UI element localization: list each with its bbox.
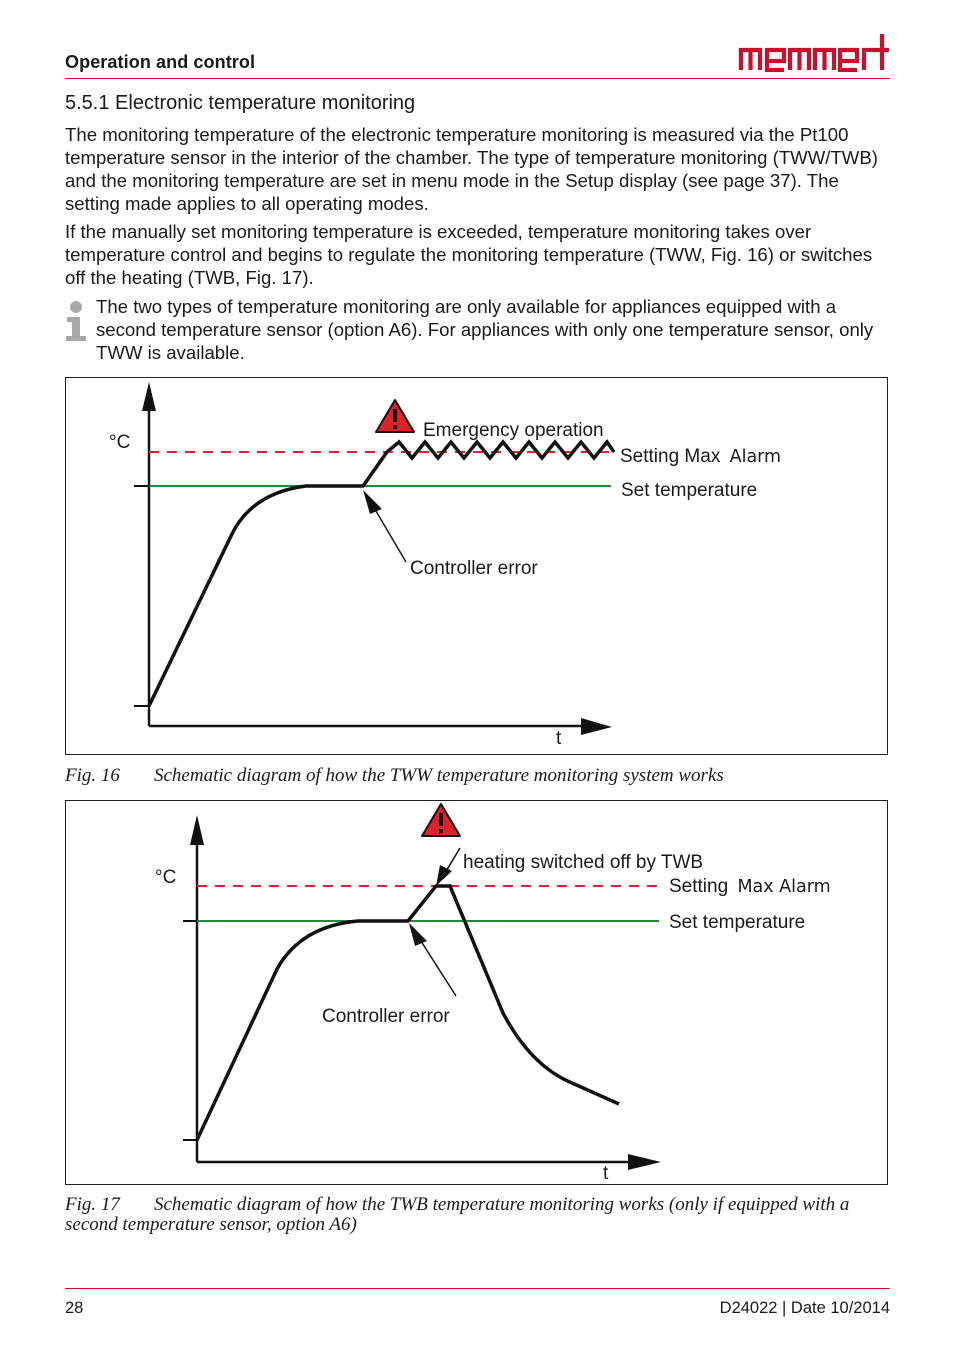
controller-error-arrow-icon [409, 923, 427, 946]
subsection-heading: 5.5.1 Electronic temperature monitoring [65, 92, 416, 114]
figure-17-number: Fig. 17 [65, 1194, 120, 1215]
controller-error-label: Controller error [410, 558, 538, 579]
controller-error-arrow-icon [363, 490, 382, 514]
memmert-logo [738, 30, 890, 72]
figure-17-caption-text: Schematic diagram of how the TWB temperature monitoring works (only if equipped with a second temperature sensor, option A6) [65, 1194, 850, 1235]
x-axis-arrow-icon [628, 1154, 661, 1170]
figure-17-diagram [66, 801, 889, 1186]
heating-off-arrow-icon [436, 865, 452, 886]
info-note: The two types of temperature monitoring are only available for appliances equipped with a second temperature sensor (option A6). For appliances with only one temperature sensor, only TWW is available. [96, 296, 874, 363]
x-axis-label: t [603, 1163, 609, 1184]
y-axis-arrow-icon [190, 815, 204, 845]
emergency-operation-label: Emergency operation [423, 420, 604, 441]
figure-17-caption [65, 1195, 895, 1235]
heating-switched-off-label: heating switched off by TWB [463, 852, 704, 873]
info-icon [64, 300, 89, 342]
warning-icon [376, 400, 414, 432]
header-rule [65, 78, 890, 79]
temperature-curve [149, 442, 614, 706]
page-number: 28 [65, 1299, 84, 1317]
figure-16-caption [65, 766, 895, 786]
setting-max-label: Setting Max Alarm [669, 876, 831, 897]
figure-16-number: Fig. 16 [65, 765, 120, 786]
set-temperature-label: Set temperature [621, 480, 758, 501]
x-axis-arrow-icon [581, 718, 612, 735]
controller-error-label: Controller error [322, 1006, 450, 1027]
setting-max-label: Setting Max Alarm [620, 446, 782, 467]
document-info: D24022 | Date 10/2014 [719, 1299, 890, 1317]
paragraph-1: The monitoring temperature of the electronic temperature monitoring is measured via the Pt100 temperature sensor in the interior of the chamber. The type of temperature monitoring (TWW/TWB) and the monitoring temperature are set in menu mode in the Setup display (see page 37). The setting made applies to all operating modes. [65, 124, 878, 214]
figure-16 [65, 377, 888, 755]
figure-16-diagram [66, 378, 889, 756]
y-axis-label: °C [109, 432, 131, 453]
figure-17 [65, 800, 888, 1185]
warning-icon [422, 804, 460, 836]
x-axis-label: t [556, 728, 562, 749]
y-axis-arrow-icon [142, 382, 156, 411]
paragraph-2: If the manually set monitoring temperature is exceeded, temperature monitoring takes over temperature control and begins to regulate the monitoring temperature (TWW, Fig. 16) or switches off the heating (TWB, Fig. 17). [65, 221, 873, 288]
footer-rule [65, 1288, 890, 1289]
section-title: Operation and control [65, 52, 256, 72]
figure-16-caption-text: Schematic diagram of how the TWW temperature monitoring system works [154, 765, 724, 786]
y-axis-label: °C [155, 867, 177, 888]
set-temperature-label: Set temperature [669, 912, 806, 933]
